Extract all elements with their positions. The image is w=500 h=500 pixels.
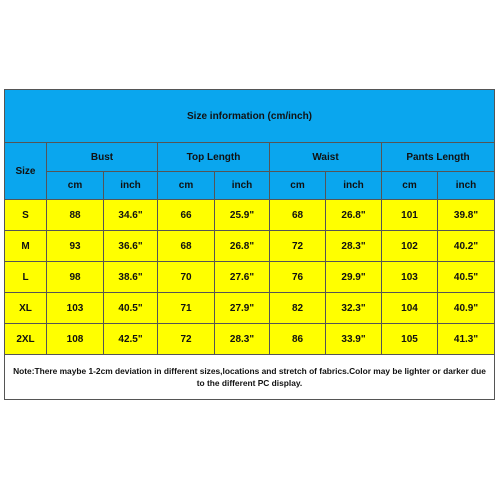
bust-inch-cell: 34.6"	[104, 200, 158, 231]
waist-cm-cell: 86	[270, 324, 326, 355]
table-title: Size information (cm/inch)	[5, 90, 495, 143]
unit-inch-header: inch	[326, 172, 382, 200]
size-cell: XL	[5, 293, 47, 324]
size-cell: 2XL	[5, 324, 47, 355]
unit-inch-header: inch	[438, 172, 495, 200]
top-length-cm-cell: 70	[158, 262, 215, 293]
pants-length-cm-cell: 102	[382, 231, 438, 262]
note-cell	[5, 355, 495, 400]
pants-length-cm-cell: 105	[382, 324, 438, 355]
pants-length-inch-cell: 39.8"	[438, 200, 495, 231]
top-length-inch-cell: 25.9"	[215, 200, 270, 231]
pants-length-inch-cell: 41.3"	[438, 324, 495, 355]
top-length-cm-cell: 71	[158, 293, 215, 324]
size-cell: L	[5, 262, 47, 293]
bust-cm-cell: 98	[47, 262, 104, 293]
pants-length-cm-cell: 104	[382, 293, 438, 324]
top-length-inch-cell: 28.3"	[215, 324, 270, 355]
bust-header: Bust	[47, 143, 158, 172]
bust-inch-cell: 36.6"	[104, 231, 158, 262]
table-row	[5, 262, 495, 293]
pants-length-inch-cell: 40.5"	[438, 262, 495, 293]
waist-header: Waist	[270, 143, 382, 172]
size-table	[4, 89, 495, 400]
waist-inch-cell: 29.9"	[326, 262, 382, 293]
top-length-inch-cell: 27.9"	[215, 293, 270, 324]
bust-inch-cell: 42.5"	[104, 324, 158, 355]
pants-length-cm-cell: 103	[382, 262, 438, 293]
pants-length-header: Pants Length	[382, 143, 495, 172]
bust-inch-cell: 40.5"	[104, 293, 158, 324]
waist-cm-cell: 72	[270, 231, 326, 262]
waist-cm-cell: 68	[270, 200, 326, 231]
top-length-cm-cell: 68	[158, 231, 215, 262]
table-row	[5, 293, 495, 324]
size-column-header: Size	[5, 143, 47, 200]
bust-cm-cell: 108	[47, 324, 104, 355]
bust-inch-cell: 38.6"	[104, 262, 158, 293]
waist-inch-cell: 28.3"	[326, 231, 382, 262]
unit-cm-header: cm	[158, 172, 215, 200]
bust-cm-cell: 93	[47, 231, 104, 262]
unit-cm-header: cm	[47, 172, 104, 200]
waist-inch-cell: 32.3"	[326, 293, 382, 324]
unit-cm-header: cm	[270, 172, 326, 200]
note-text: Note:There maybe 1-2cm deviation in different sizes,locations and stretch of fabrics.Color may be lighter or darker due to the different PC display.	[13, 366, 486, 388]
unit-cm-header: cm	[382, 172, 438, 200]
waist-cm-cell: 76	[270, 262, 326, 293]
unit-inch-header: inch	[215, 172, 270, 200]
table-row	[5, 200, 495, 231]
top-length-inch-cell: 26.8"	[215, 231, 270, 262]
top-length-inch-cell: 27.6"	[215, 262, 270, 293]
size-chart	[4, 89, 494, 409]
pants-length-inch-cell: 40.2"	[438, 231, 495, 262]
table-row	[5, 324, 495, 355]
table-row	[5, 231, 495, 262]
unit-inch-header: inch	[104, 172, 158, 200]
bust-cm-cell: 88	[47, 200, 104, 231]
top-length-cm-cell: 66	[158, 200, 215, 231]
top-length-header: Top Length	[158, 143, 270, 172]
top-length-cm-cell: 72	[158, 324, 215, 355]
pants-length-cm-cell: 101	[382, 200, 438, 231]
waist-cm-cell: 82	[270, 293, 326, 324]
waist-inch-cell: 26.8"	[326, 200, 382, 231]
size-cell: S	[5, 200, 47, 231]
pants-length-inch-cell: 40.9"	[438, 293, 495, 324]
waist-inch-cell: 33.9"	[326, 324, 382, 355]
bust-cm-cell: 103	[47, 293, 104, 324]
size-cell: M	[5, 231, 47, 262]
